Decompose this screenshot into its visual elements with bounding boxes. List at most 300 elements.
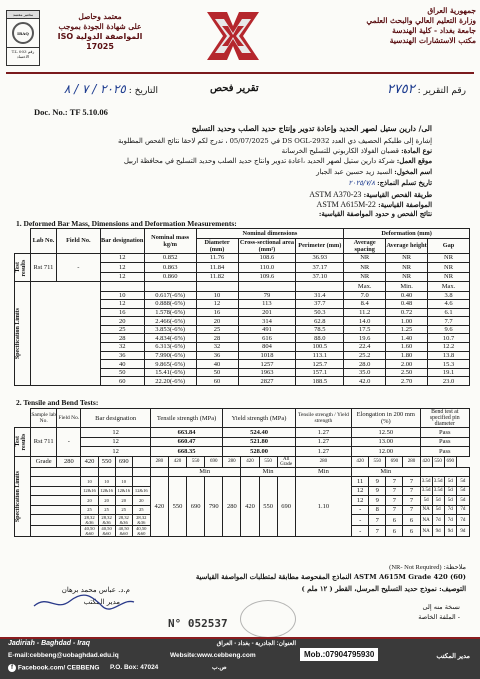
bar-spec: 40,50 &60 — [81, 526, 98, 537]
spec-gap: 12.2 — [428, 343, 470, 352]
sender-line — [32, 168, 432, 176]
footer-website[interactable]: Website:www.cebbeng.com — [170, 652, 256, 659]
ratio-cell: 1.27 — [295, 428, 351, 438]
lab-no-cell: Rst 711 — [30, 253, 56, 282]
spec-per: 62.8 — [296, 317, 344, 326]
bend-grade: 550 — [432, 456, 444, 467]
cell-ht: NR — [386, 272, 428, 282]
bend-spec: 9d — [432, 526, 444, 537]
bend-cell: Pass — [420, 447, 469, 457]
cell-dia: 11.82 — [196, 272, 238, 282]
el-spec: 7 — [403, 505, 420, 515]
received-value: ٢٠٢٥/٧/٨ — [348, 179, 375, 187]
cell-bar: 12 — [100, 263, 144, 273]
spec-ht: 1.40 — [386, 334, 428, 343]
accreditation-text — [44, 12, 156, 52]
addressee: الى/ دارين ستيل لصهر الحديد وإعادة تدوير وإنتاج حديد الصلب وحديد التسليح — [191, 124, 432, 133]
col-tensile: Tensile strength (MPa) — [150, 409, 222, 428]
spec-ht: 1.25 — [386, 325, 428, 334]
field-no-cell-2: - — [57, 428, 81, 457]
blank — [31, 486, 81, 496]
cell-mass: 0.860 — [144, 272, 196, 282]
accreditation-label: مختبر معتمد — [7, 11, 39, 19]
cell-gap: NR — [428, 263, 470, 273]
received-line — [32, 179, 432, 187]
blank — [31, 526, 81, 537]
tensile-cell: 663.84 — [150, 428, 222, 438]
bend-spec: 7d — [432, 515, 444, 526]
cell-area: 108.6 — [238, 253, 296, 263]
ts-spec: 420 — [150, 477, 168, 537]
grade-label: Grade — [31, 456, 57, 467]
bar-spec: 28,32 &36 — [115, 515, 132, 526]
spec-sp: 28.0 — [344, 360, 386, 369]
spec-blank-cell — [196, 282, 238, 292]
header-divider — [6, 72, 474, 74]
spec-area: 1018 — [238, 351, 296, 360]
spec-ht: 2.00 — [386, 360, 428, 369]
elongation-cell: 12.50 — [352, 428, 420, 438]
spec-per: 88.0 — [296, 334, 344, 343]
institution-line-4: مكتب الاستشارات الهندسية — [389, 36, 476, 45]
bar-spec: 12&16 — [81, 486, 98, 496]
footer-facebook[interactable] — [8, 664, 99, 672]
spec-ht: 0.40 — [386, 291, 428, 300]
bar-spec: 40,50 &60 — [132, 526, 150, 537]
bar-spec: 20 — [81, 496, 98, 506]
bar-spec: 12&16 — [115, 486, 132, 496]
copy-item: - الملفة الخاصة — [418, 613, 460, 621]
bar-spec — [132, 477, 150, 487]
blank — [98, 467, 115, 477]
spec-dia: 25 — [196, 325, 238, 334]
ts-grade: 280 — [150, 456, 168, 467]
spec-per: 50.3 — [296, 308, 344, 317]
bar-spec: 10 — [98, 477, 115, 487]
bar-spec: 12&16 — [132, 486, 150, 496]
signature-icon — [30, 592, 140, 614]
bend-spec: 7d — [456, 505, 469, 515]
report-number-value: ٢٧٥٢ — [386, 82, 415, 97]
bar-cell: 12 — [81, 447, 150, 457]
spec-bar: 50 — [100, 368, 144, 377]
col-yield: Yield strength (MPa) — [223, 409, 295, 428]
ts-spec: 790 — [205, 477, 223, 537]
accreditation-box — [6, 10, 40, 66]
el-spec: 6 — [386, 526, 403, 537]
spec-gap: 19.1 — [428, 368, 470, 377]
bar-spec: 10 — [115, 477, 132, 487]
spec-area: 314 — [238, 317, 296, 326]
spec-mass: 22.20(-6%) — [144, 377, 196, 386]
reference-line: إشارة إلى طلبكم الحصيف ذي العدد DS OGL-2932 في 05/07/2025 ، ندرج لكم لاحقا نتائج الفحص المطلوبة — [118, 137, 432, 145]
spec-ht: 1.00 — [386, 317, 428, 326]
footer-pobox: P.O. Box: 47024 — [110, 664, 159, 671]
spec-bar: 32 — [100, 343, 144, 352]
blank — [132, 467, 150, 477]
spec-bar: 60 — [100, 377, 144, 386]
test-results-label-2 — [15, 428, 31, 457]
grade-690: 690 — [115, 456, 132, 467]
spec-per: 37.7 — [296, 300, 344, 309]
spec-area: 491 — [238, 325, 296, 334]
signatory-title: مدير المكتب — [83, 598, 120, 606]
spec-gap: 9.6 — [428, 325, 470, 334]
col-gap: Gap — [428, 238, 470, 253]
bend-spec: 3.5d — [420, 477, 432, 487]
spec-area: 1963 — [238, 368, 296, 377]
col-cross-section: Cross-sectional area (mm²) — [239, 238, 295, 253]
el-spec: 12 — [352, 486, 369, 496]
spec-mass: 2.466(-6%) — [144, 317, 196, 326]
sender-value: السيد زيد حسين عبد الجبار — [316, 168, 393, 176]
col-field-no: Field No. — [56, 229, 100, 254]
spec-mass: 9.865(-6%) — [144, 360, 196, 369]
bar-spec: 40,50 &60 — [98, 526, 115, 537]
el-spec: 9 — [369, 496, 386, 506]
bend-spec: 5d — [456, 477, 469, 487]
ts-grade: 420 — [168, 456, 186, 467]
el-spec: 7 — [386, 496, 403, 506]
el-spec: 11 — [352, 477, 369, 487]
el-spec: 12 — [352, 496, 369, 506]
deformed-bar-table — [14, 228, 470, 386]
footer-address-ar: العنوان: الجادرية - بغداد - العراق — [216, 641, 296, 647]
spec-limits-text: Specification Limits — [15, 307, 21, 360]
cell-bar: 12 — [100, 253, 144, 263]
spec-dia: 40 — [196, 360, 238, 369]
grade-550: 550 — [98, 456, 115, 467]
bend-spec: 7d — [444, 515, 456, 526]
facebook-icon: f — [8, 664, 16, 672]
bend-spec: 5d — [456, 486, 469, 496]
serial-number: N° 052537 — [168, 617, 228, 630]
bend-spec: 5d — [444, 477, 456, 487]
bend-spec: 3.5d — [432, 486, 444, 496]
spec-area: 804 — [238, 343, 296, 352]
bend-spec: 9d — [456, 526, 469, 537]
university-logo-icon — [196, 8, 270, 64]
bar-spec: 28,32 &36 — [81, 515, 98, 526]
ts-spec: 550 — [168, 477, 186, 537]
spec-area: 1257 — [238, 360, 296, 369]
spec-mass: 3.853(-6%) — [144, 325, 196, 334]
institution-line-3: جامعة بغداد - كلية الهندسة — [392, 26, 476, 35]
accreditation-line-3: المواصفة الدولية ISO 17025 — [57, 32, 143, 51]
blank — [132, 456, 150, 467]
spec-bar: 10 — [100, 291, 144, 300]
el-spec: 6 — [403, 515, 420, 526]
spec-dia: 32 — [196, 343, 238, 352]
report-date — [8, 82, 158, 96]
site-value: شركة دارين ستيل لصهر الحديد ،اعادة تدوير وانتاج حديد الصلب وحديد التسليح في محافظة اربيل — [123, 157, 395, 165]
cell-area: 110.0 — [238, 263, 296, 273]
cell-bar: 12 — [100, 272, 144, 282]
bend-spec: 3.5d — [420, 486, 432, 496]
nr-note-prefix: ملاحظة: — [443, 563, 466, 571]
received-label: تاريخ تسلم النماذج: — [377, 179, 432, 187]
spec-line — [32, 200, 432, 209]
facebook-text: Facebook.com/ CEBBENG — [17, 664, 100, 672]
col-avg-spacing: Average spacing — [344, 238, 386, 253]
el-grade: 550 — [369, 456, 386, 467]
col-bend: Bend test at specified pin diameter — [420, 409, 469, 428]
ratio-cell: 1.27 — [295, 437, 351, 447]
method-label: طريقة الفحص القياسية: — [363, 191, 432, 199]
spec-dia: 28 — [196, 334, 238, 343]
spec-per: 100.5 — [296, 343, 344, 352]
min-row — [15, 467, 470, 477]
spec-sp: 22.4 — [344, 343, 386, 352]
spec-limits-label — [15, 282, 31, 386]
col-avg-height: Average height — [386, 238, 428, 253]
spec-mass: 0.617(-6%) — [144, 291, 196, 300]
tensile-cell: 668.35 — [150, 447, 222, 457]
bar-spec: 25 — [132, 505, 150, 515]
blank — [81, 467, 98, 477]
spec-area: 616 — [238, 334, 296, 343]
all-grade: All Grade — [277, 456, 295, 467]
spec-sp: 14.0 — [344, 317, 386, 326]
el-spec: 7 — [369, 526, 386, 537]
spec-sp: 7.0 — [344, 291, 386, 300]
blank — [31, 477, 81, 487]
site-label: موقع العمل: — [396, 157, 432, 165]
report-number-label: رقم التقرير : — [417, 86, 466, 96]
cell-per: 36.93 — [296, 253, 344, 263]
spec-per: 31.4 — [296, 291, 344, 300]
yield-cell: 528.00 — [223, 447, 295, 457]
spec-per: 78.5 — [296, 325, 344, 334]
spec-blank-cell — [144, 282, 196, 292]
spec-mass: 0.888(-6%) — [144, 300, 196, 309]
spec-gap: 7.7 — [428, 317, 470, 326]
spec-bar: 40 — [100, 360, 144, 369]
test-results-text: Test results — [15, 258, 27, 276]
nr-note-text: (NR- Not Required) — [389, 564, 442, 571]
blank — [31, 505, 81, 515]
col-field-no-2: Field No. — [57, 409, 81, 428]
spec-sp: 35.0 — [344, 368, 386, 377]
spec-dia: 10 — [196, 291, 238, 300]
cell-ht: NR — [386, 253, 428, 263]
ys-spec: 420 — [241, 477, 259, 537]
blank — [31, 496, 81, 506]
nr-note — [389, 563, 466, 571]
spec-blank-cell — [296, 282, 344, 292]
bar-spec: 28,32 &36 — [98, 515, 115, 526]
el-spec: 9 — [369, 486, 386, 496]
footer-city: Jadiriah - Baghdad - Iraq — [8, 640, 91, 647]
el-grade: 280 — [295, 456, 351, 467]
spec-sp: 8.4 — [344, 300, 386, 309]
report-title: تقرير فحص — [210, 83, 259, 94]
spec-mass: 15.41(-6%) — [144, 368, 196, 377]
cell-mass: 0.852 — [144, 253, 196, 263]
spec-gap: 6.1 — [428, 308, 470, 317]
el-spec: 9 — [369, 477, 386, 487]
method-value: ASTM A370-23 — [309, 190, 362, 199]
el-spec: 7 — [369, 515, 386, 526]
accreditation-line-2: على شهادة الجودة بموجب — [58, 22, 142, 31]
grade-280: 280 — [57, 456, 81, 467]
spec-gap: 23.0 — [428, 377, 470, 386]
footer-mobile: Mob.:07904795930 — [300, 648, 378, 661]
col-nominal-dimensions: Nominal dimensions — [196, 229, 344, 239]
spec-gap: 13.8 — [428, 351, 470, 360]
cell-sp: NR — [344, 272, 386, 282]
spec-dia: 20 — [196, 317, 238, 326]
spec-bar: 36 — [100, 351, 144, 360]
spec-per: 113.1 — [296, 351, 344, 360]
ys-grade: 550 — [259, 456, 277, 467]
ts-grade: 550 — [187, 456, 205, 467]
spec-area: 2827 — [238, 377, 296, 386]
bend-spec: NA — [420, 526, 432, 537]
field-no-cell: - — [56, 253, 100, 282]
spec-dia: 50 — [196, 368, 238, 377]
spec-bar: 28 — [100, 334, 144, 343]
sample-description: التوصيف: نموذج حديد التسليح المرسل، القطر ( ١٢ ملم ) — [301, 585, 466, 593]
footer-pobox-ar: ص.ب — [212, 665, 227, 671]
col-perimeter: Perimeter (mm) — [296, 238, 344, 253]
blank — [150, 467, 168, 477]
elongation-cell: 13.00 — [352, 437, 420, 447]
material-label: نوع المادة: — [401, 147, 432, 155]
ratio-min: Min — [295, 467, 351, 477]
spec-area: 201 — [238, 308, 296, 317]
col-ratio: Tensile strength / Yield strength — [295, 409, 351, 428]
bend-spec: 5d — [444, 486, 456, 496]
report-date-label: التاريخ : — [128, 86, 158, 96]
blank — [115, 467, 132, 477]
bar-spec: 10 — [81, 477, 98, 487]
ts-min: Min — [168, 467, 240, 477]
bend-spec: 5d — [444, 496, 456, 506]
result-row — [15, 253, 470, 263]
footer-director: مدير المكتب — [436, 653, 470, 660]
doc-number: Doc. No.: TF 5.10.06 — [34, 107, 108, 117]
spec-limits-label-2 — [15, 456, 31, 537]
table2-title: 2. Tensile and Bend Tests: — [16, 398, 99, 407]
blank — [31, 467, 81, 477]
spec-dia: 12 — [196, 300, 238, 309]
cell-sp: NR — [344, 253, 386, 263]
spec-mass: 1.578(-6%) — [144, 308, 196, 317]
material-line — [32, 147, 432, 155]
spec-label: المواصفة القياسية: — [378, 201, 432, 209]
footer-divider — [0, 637, 480, 639]
cell-sp: NR — [344, 263, 386, 273]
spec-bar: 16 — [100, 308, 144, 317]
bend-spec: 9d — [444, 526, 456, 537]
col-bar-designation: Bar designation — [100, 229, 144, 254]
ys-grade: 420 — [241, 456, 259, 467]
spec-gap: 3.8 — [428, 291, 470, 300]
el-spec: - — [352, 505, 369, 515]
bar-spec: 25 — [98, 505, 115, 515]
bar-spec: 20 — [132, 496, 150, 506]
spec-sp: 17.5 — [344, 325, 386, 334]
ys-spec: 550 — [259, 477, 277, 537]
el-spec: 7 — [403, 496, 420, 506]
sender-label: اسم المخول: — [394, 168, 432, 176]
office-stamp-icon — [240, 600, 296, 638]
bar-spec: 20 — [98, 496, 115, 506]
report-date-value: ٢٠٢٥ / ٧ / ٨ — [63, 82, 126, 96]
material-value: قضبان الفولاذ الكاربوني للتسليح الخرسانة — [281, 147, 399, 155]
spec-max: Max. — [344, 282, 386, 292]
cell-dia: 11.84 — [196, 263, 238, 273]
bend-grade: 280 — [403, 456, 420, 467]
tensile-row — [15, 447, 470, 457]
bend-spec: 5d — [432, 496, 444, 506]
bend-spec: 7d — [444, 505, 456, 515]
spec-blank-cell — [100, 282, 144, 292]
cell-per: 37.10 — [296, 272, 344, 282]
spec-sp: 25.2 — [344, 351, 386, 360]
tensile-bend-table — [14, 408, 470, 537]
spec-per: 125.7 — [296, 360, 344, 369]
conclusion: ASTM A615M Grade 420 (60) النماذج المفحوصة مطابقة لمتطلبات المواصفة القياسية — [195, 573, 466, 581]
method-line — [32, 190, 432, 199]
spec-dia: 16 — [196, 308, 238, 317]
spec-ht: 0.72 — [386, 308, 428, 317]
cell-gap: NR — [428, 272, 470, 282]
ys-grade: 280 — [223, 456, 241, 467]
ts-grade: 690 — [205, 456, 223, 467]
bar-spec: 12&16 — [98, 486, 115, 496]
spec-ht: 2.50 — [386, 368, 428, 377]
el-spec: 7 — [386, 477, 403, 487]
spec-ht: 2.70 — [386, 377, 428, 386]
el-spec: 7 — [403, 486, 420, 496]
col-deformation: Deformation (mm) — [344, 229, 470, 239]
footer-email[interactable]: E-mail:cebbeng@uobaghdad.edu.iq — [8, 652, 119, 659]
signatory-name: م.د. عباس محمد برهان — [61, 586, 130, 594]
spec-value: ASTM A615M-22 — [316, 200, 376, 209]
cell-area: 109.6 — [238, 272, 296, 282]
el-spec: - — [352, 515, 369, 526]
table1-title: 1. Deformed Bar Mass, Dimensions and Deformation Measurements: — [16, 219, 237, 228]
spec-ht: 0.48 — [386, 300, 428, 309]
cell-dia: 11.76 — [196, 253, 238, 263]
cell-ht: NR — [386, 263, 428, 273]
el-grade: 690 — [386, 456, 403, 467]
blank — [31, 515, 81, 526]
elongation-cell: 12.00 — [352, 447, 420, 457]
spec-gap: 4.6 — [428, 300, 470, 309]
cell-gap: NR — [428, 253, 470, 263]
el-spec: 8 — [369, 505, 386, 515]
spec-bar: 20 — [100, 317, 144, 326]
blank — [420, 467, 469, 477]
grade-420: 420 — [81, 456, 98, 467]
spec-ht: 1.80 — [386, 351, 428, 360]
el-spec: 7 — [386, 505, 403, 515]
spec-area: 79 — [238, 291, 296, 300]
yield-cell: 524.40 — [223, 428, 295, 438]
spec-bar: 25 — [100, 325, 144, 334]
spec-mass: 7.990(-6%) — [144, 351, 196, 360]
el-spec: 7 — [386, 486, 403, 496]
ys-spec: 280 — [223, 477, 241, 537]
bend-spec: 5d — [420, 496, 432, 506]
el-spec: - — [352, 526, 369, 537]
results-heading: نتائج الفحص و حدود المواصفة القياسية: — [318, 210, 432, 218]
institution-header — [330, 6, 476, 46]
bend-spec: NA — [420, 515, 432, 526]
